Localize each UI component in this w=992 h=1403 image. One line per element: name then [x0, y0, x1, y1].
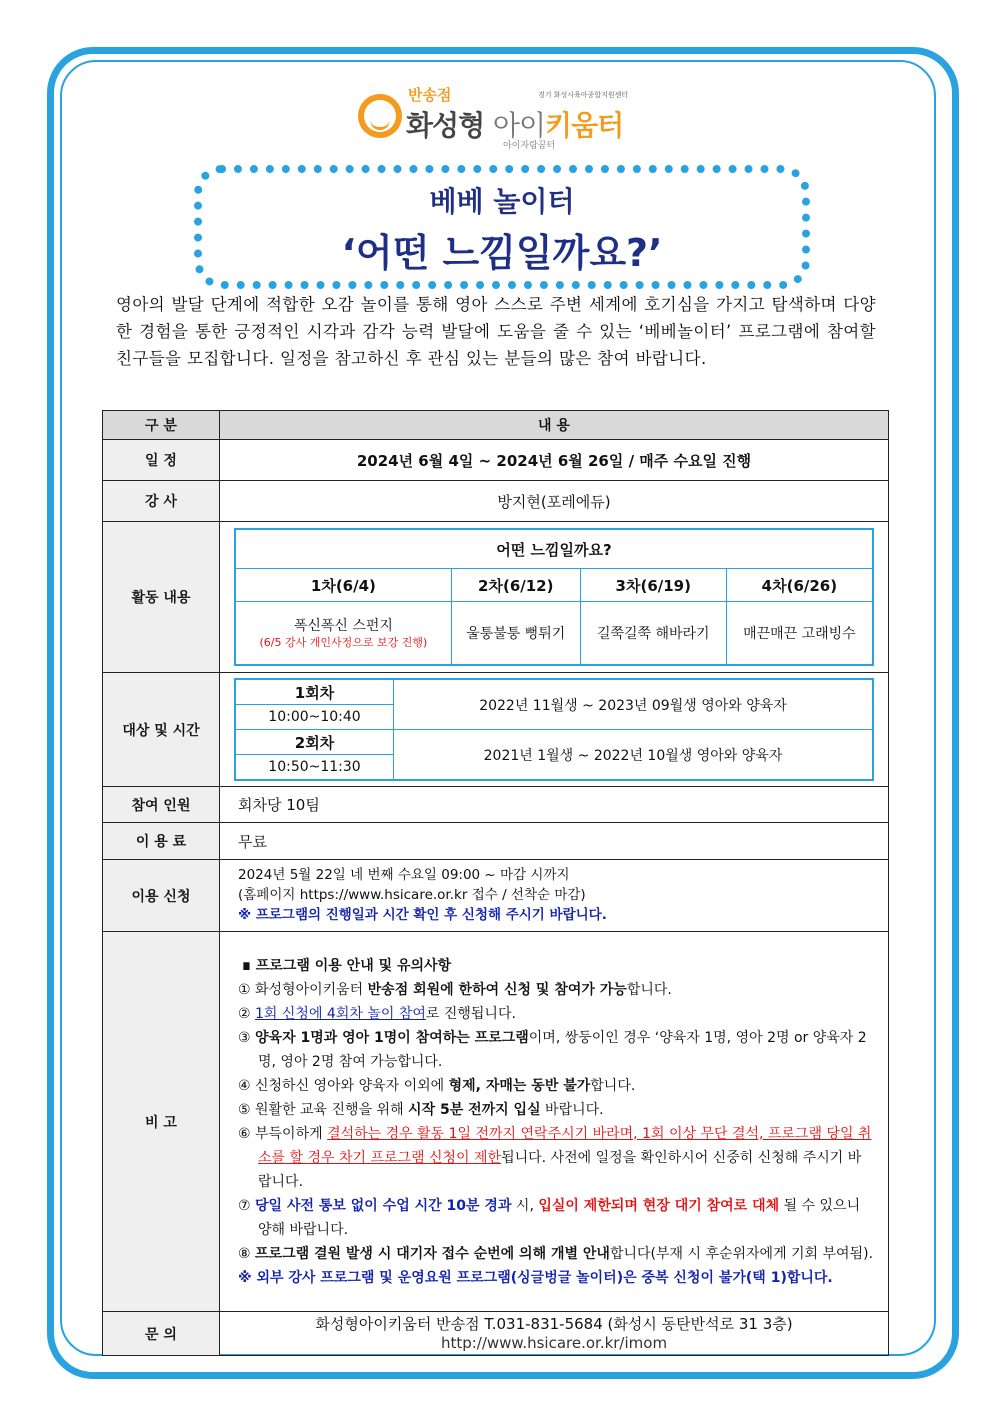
- participants-value: 회차당 10팀: [220, 787, 889, 823]
- note-5-b: 시작 5분 전까지 입실: [408, 1101, 541, 1118]
- activity-1-name: 폭신폭신 스펀지: [293, 618, 393, 634]
- contact-label: 문 의: [103, 1312, 220, 1356]
- instructor-value: 방지현(포레에듀): [220, 481, 889, 522]
- fee-value: 무료: [220, 823, 889, 860]
- activity-table: [234, 528, 874, 666]
- note-3-c: 이며, 쌍둥이인 경우 ‘양육자 1명, 영아 2명 or 양육자 2명, 영아 2명 참여 가능합니다.: [258, 1029, 867, 1070]
- schedule-label: 일 정: [103, 440, 220, 481]
- note-3-b: 양육자 1명과 영아 1명이 참여하는 프로그램: [255, 1029, 529, 1046]
- header-label: 구 분: [103, 411, 220, 440]
- round-2: 2차(6/12): [451, 569, 580, 602]
- note-1-c: 합니다.: [626, 981, 672, 998]
- logo-name-part2: 아이: [492, 109, 546, 142]
- note-1-a: ① 화성형아이키움터: [238, 981, 368, 998]
- activity-cell: [220, 522, 889, 673]
- activity-label: 활동 내용: [103, 522, 220, 673]
- contact-url[interactable]: http://www.hsicare.or.kr/imom: [440, 1333, 668, 1352]
- note-7-e: 될 수 있으니 양해 바랍니다.: [258, 1197, 861, 1238]
- logo: [358, 82, 648, 150]
- note-2: [238, 1002, 874, 1026]
- activity-4: 매끈매끈 고래빙수: [726, 602, 873, 666]
- notes-label: 비 고: [103, 932, 220, 1312]
- logo-sub: 아이자람꿈터: [503, 141, 556, 151]
- note-8-c: 합니다(부재 시 후순위자에게 기회 부여됨).: [609, 1245, 874, 1262]
- target-label: 대상 및 시간: [103, 673, 220, 787]
- activity-1: [235, 602, 451, 666]
- note-2-a: ②: [238, 1005, 256, 1022]
- smile-face-icon: [358, 94, 402, 138]
- session-1-target: 2022년 11월생 ~ 2023년 09월생 영아와 양육자: [394, 679, 874, 730]
- note-1-b: 반송점 회원에 한하여 신청 및 참여가 가능: [367, 981, 627, 998]
- fee-label: 이 용 료: [103, 823, 220, 860]
- note-8: [238, 1242, 874, 1266]
- note-1: [238, 978, 874, 1002]
- info-table: [102, 410, 889, 1356]
- note-8-b: 프로그램 결원 발생 시 대기자 접수 순번에 의해 개별 안내: [255, 1245, 610, 1262]
- contact-line1: 화성형아이키움터 반송점 T.031-831-5684 (화성시 동탄반석로 31 3층): [315, 1314, 793, 1333]
- apply-line2: (홈페이지 https://www.hsicare.or.kr 접수 / 선착순 마감): [238, 886, 586, 903]
- note-4-a: ④ 신청하신 영아와 양육자 이외에: [238, 1077, 449, 1094]
- apply-line1: 2024년 5월 22일 네 번째 수요일 09:00 ~ 마감 시까지: [238, 866, 570, 883]
- header-content: 내 용: [220, 411, 889, 440]
- note-7-b: 당일 사전 통보 없이 수업 시간 10분 경과: [255, 1197, 512, 1214]
- activity-1-note: (6/5 강사 개인사정으로 보강 진행): [259, 636, 428, 649]
- intro-paragraph: 영아의 발달 단계에 적합한 오감 놀이를 통해 영아 스스로 주변 세계에 호기심을 가지고 탐색하며 다양한 경험을 통한 긍정적인 시각과 감각 능력 발달에 도움을 줄 수 있는 ‘베베놀이터’ 프로그램에 참여할 친구들을 모집합니다. 일정을 참고하신 후 관심 있는 분들의 많은 참여 바랍니다.: [116, 295, 876, 368]
- round-4: 4차(6/26): [726, 569, 873, 602]
- round-3: 3차(6/19): [580, 569, 726, 602]
- apply-line3: ※ 프로그램의 진행일과 시간 확인 후 신청해 주시기 바랍니다.: [238, 906, 607, 923]
- note-6: [238, 1122, 874, 1194]
- note-7-c: 시,: [511, 1197, 539, 1214]
- note-3: [238, 1026, 874, 1074]
- note-2-c: 로 진행됩니다.: [425, 1005, 516, 1022]
- apply-cell: [220, 860, 889, 932]
- contact-cell: [220, 1312, 889, 1356]
- title-line2: ‘어떤 느낌일까요?’: [341, 231, 663, 275]
- logo-name-part1: 화성형: [406, 109, 485, 142]
- participants-label: 참여 인원: [103, 787, 220, 823]
- note-5: [238, 1098, 874, 1122]
- note-6-b: 결석하는 경우 활동 1일 전까지 연락주시기 바라며, 1회 이상 무단 결석, 프로그램 당일 취소를 할 경우 차기 프로그램 신청이 제한: [258, 1125, 872, 1166]
- note-4: [238, 1074, 874, 1098]
- note-4-c: 합니다.: [590, 1077, 636, 1094]
- session-2-round: 2회차: [235, 730, 394, 755]
- note-4-b: 형제, 자매는 동반 불가: [448, 1077, 591, 1094]
- note-3-a: ③: [238, 1029, 256, 1046]
- activity-2: 울퉁불퉁 뻥튀기: [451, 602, 580, 666]
- title-line1: 베베 놀이터: [429, 185, 575, 218]
- logo-branch: 반송점: [408, 86, 452, 104]
- note-5-c: 바랍니다.: [540, 1101, 604, 1118]
- activity-title: 어떤 느낌일까요?: [235, 529, 873, 569]
- activity-3: 길쭉길쭉 해바라기: [580, 602, 726, 666]
- notes-header: ∎ 프로그램 이용 안내 및 유의사항: [242, 957, 452, 974]
- apply-label: 이용 신청: [103, 860, 220, 932]
- logo-name-part3: 키움터: [545, 109, 624, 142]
- note-6-c: 됩니다. 사전에 일정을 확인하시어 신중히 신청해 주시기 바랍니다.: [258, 1149, 862, 1190]
- session-table: [234, 678, 874, 781]
- session-2-target: 2021년 1월생 ~ 2022년 10월생 영아와 양육자: [394, 730, 874, 781]
- note-7-d: 입실이 제한되며 현장 대기 참여로 대체: [538, 1197, 780, 1214]
- session-1-round: 1회차: [235, 679, 394, 705]
- schedule-value: 2024년 6월 4일 ~ 2024년 6월 26일 / 매주 수요일 진행: [220, 440, 889, 481]
- logo-org: 경기 화성시육아종합지원센터: [538, 91, 629, 99]
- notes-cell: [220, 932, 889, 1312]
- note-8-a: ⑧: [238, 1245, 256, 1262]
- note-7: [238, 1194, 874, 1242]
- session-1-time: 10:00~10:40: [235, 705, 394, 730]
- note-6-a: ⑥ 부득이하게: [238, 1125, 328, 1142]
- round-1: 1차(6/4): [235, 569, 451, 602]
- note-2-b: 1회 신청에 4회차 놀이 참여: [255, 1005, 426, 1022]
- note-9: ※ 외부 강사 프로그램 및 운영요원 프로그램(싱글벙글 놀이터)은 중복 신청이 불가(택 1)합니다.: [238, 1269, 833, 1286]
- instructor-label: 강 사: [103, 481, 220, 522]
- note-5-a: ⑤ 원활한 교육 진행을 위해: [238, 1101, 409, 1118]
- session-2-time: 10:50~11:30: [235, 755, 394, 781]
- target-cell: [220, 673, 889, 787]
- note-7-a: ⑦: [238, 1197, 256, 1214]
